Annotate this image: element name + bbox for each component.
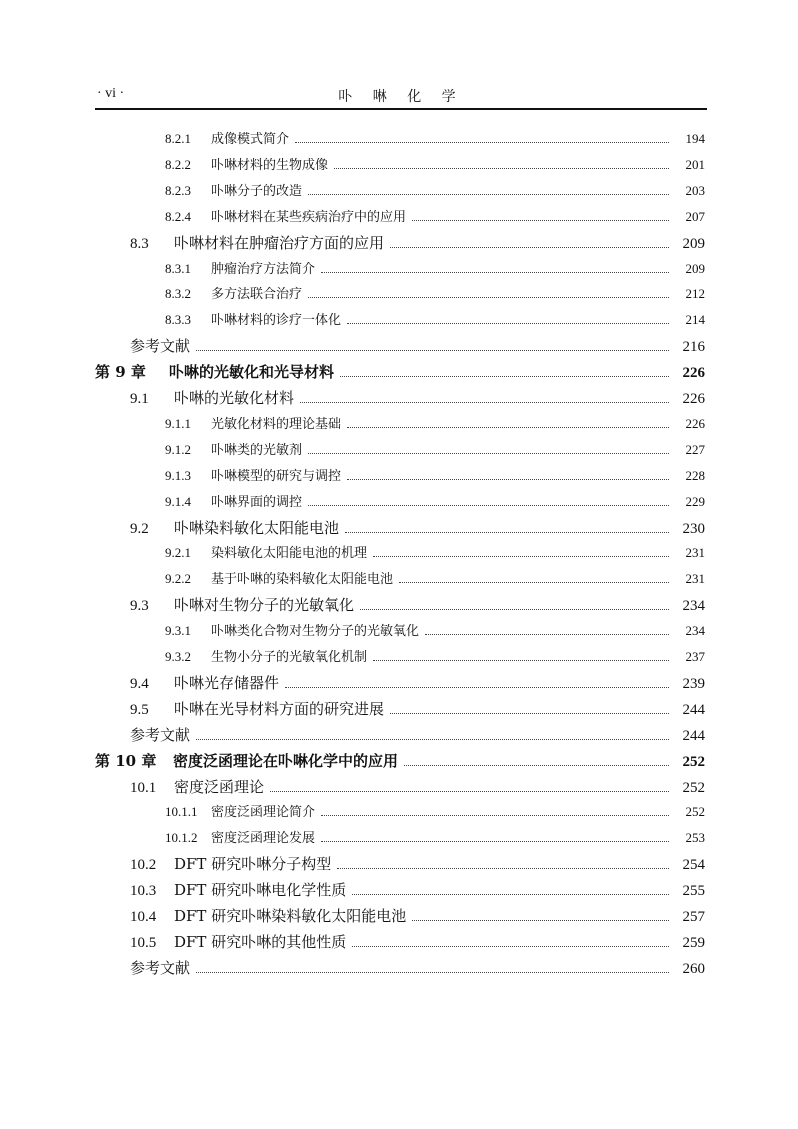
toc-entry-page: 207: [685, 208, 705, 224]
dot-leader: [334, 167, 669, 169]
toc-entry-title: 卟啉对生物分子的光敏氧化: [174, 596, 355, 615]
toc-entry-title: 基于卟啉的染料敏化太阳能电池: [211, 572, 394, 588]
toc-entry[interactable]: [165, 413, 705, 432]
toc-entry-page: 237: [685, 649, 705, 664]
toc-entry-number: 9.1.1: [165, 415, 191, 431]
toc-entry-page: 239: [682, 675, 705, 692]
toc-entry[interactable]: [95, 750, 705, 771]
toc-entry[interactable]: [130, 724, 705, 745]
toc-entry[interactable]: [130, 776, 705, 797]
toc-entry-number: 10.1.2: [165, 830, 198, 846]
toc-entry-title: 卟啉类化合物对生物分子的光敏氧化: [211, 624, 420, 640]
toc-entry[interactable]: [130, 594, 705, 615]
toc-entry-page: 254: [682, 857, 705, 874]
toc-entry-number: 8.3: [130, 235, 149, 252]
toc-entry-title: 卟啉界面的调控: [211, 494, 303, 510]
toc-entry-title: 参考文献: [130, 958, 191, 977]
dot-leader: [270, 790, 669, 792]
toc-entry-number: 10.3: [130, 883, 157, 900]
dot-leader: [285, 686, 669, 688]
toc-entry[interactable]: [130, 672, 705, 693]
dot-leader: [399, 581, 669, 583]
toc-entry-title: 多方法联合治疗: [211, 287, 303, 303]
toc-entry-number: 9.1.3: [165, 467, 191, 483]
toc-entry[interactable]: [165, 206, 705, 225]
toc-entry[interactable]: [130, 517, 705, 538]
toc-entry-title: 卟啉在光导材料方面的研究进展: [174, 699, 385, 718]
toc-entry-page: 252: [682, 779, 705, 796]
toc-entry-number: 第 9 章: [95, 363, 146, 382]
dot-leader: [390, 712, 669, 714]
toc-entry[interactable]: [165, 439, 705, 458]
toc-entry-number: 10.5: [130, 934, 157, 951]
toc-entry-title: DFT 研究卟啉电化学性质: [174, 881, 347, 900]
toc-entry-page: 229: [685, 493, 705, 509]
toc-entry-title: 卟啉材料的生物成像: [211, 157, 329, 173]
toc-entry-page: 227: [685, 441, 705, 457]
toc-entry[interactable]: [130, 387, 705, 408]
toc-entry[interactable]: [165, 801, 705, 820]
toc-entry-title: 卟啉模型的研究与调控: [211, 468, 342, 484]
dot-leader: [308, 452, 669, 454]
toc-entry[interactable]: [165, 620, 705, 639]
toc-entry[interactable]: [165, 491, 705, 510]
toc-entry[interactable]: [165, 465, 705, 484]
toc-entry[interactable]: [95, 361, 705, 382]
toc-entry-number: 9.2.2: [165, 571, 191, 587]
dot-leader: [412, 919, 669, 921]
page-number: · vi ·: [97, 86, 125, 101]
toc-entry[interactable]: [165, 154, 705, 173]
toc-entry-title: 卟啉材料在肿瘤治疗方面的应用: [174, 233, 385, 252]
toc-entry-page: 194: [685, 131, 705, 146]
toc-entry-page: 209: [682, 235, 705, 252]
toc-entry[interactable]: [130, 853, 705, 874]
toc-entry-page: 252: [682, 753, 705, 770]
toc-entry-title: 卟啉的光敏化和光导材料: [169, 363, 335, 382]
dot-leader: [373, 659, 669, 661]
toc-entry-number: 8.2.1: [165, 131, 191, 146]
toc-entry-title: 肿瘤治疗方法简介: [211, 261, 316, 277]
toc-entry[interactable]: [130, 905, 705, 926]
toc-entry-title: 密度泛函理论在卟啉化学中的应用: [173, 751, 399, 770]
toc-entry-number: 8.2.2: [165, 156, 191, 172]
toc-entry-page: 226: [682, 391, 705, 407]
toc-entry-page: 259: [682, 934, 705, 951]
toc-entry-page: 230: [682, 520, 705, 537]
dot-leader: [321, 814, 669, 816]
toc-entry[interactable]: [165, 568, 705, 587]
dot-leader: [347, 478, 669, 480]
toc-entry-number: 8.2.4: [165, 208, 191, 224]
toc-entry-title: 卟啉光存储器件: [174, 673, 280, 692]
toc-entry-title: 染料敏化太阳能电池的机理: [211, 546, 368, 562]
dot-leader: [404, 764, 669, 766]
dot-leader: [196, 349, 669, 351]
dot-leader: [373, 555, 669, 557]
toc-entry-page: 257: [682, 909, 705, 925]
toc-entry-number: 8.3.1: [165, 260, 191, 276]
toc-entry-number: 9.3.2: [165, 649, 191, 664]
dot-leader: [308, 504, 669, 506]
toc-entry-page: 234: [685, 623, 705, 639]
dot-leader: [347, 322, 669, 324]
toc-entry-number: 10.1.1: [165, 804, 198, 820]
toc-entry-title: 参考文献: [130, 725, 191, 744]
toc-entry-title: DFT 研究卟啉的其他性质: [174, 932, 347, 951]
toc-entry-page: 226: [682, 365, 705, 382]
toc-entry-number: 第 10 章: [95, 751, 157, 770]
toc-entry-number: 10.1: [130, 779, 157, 796]
toc-entry-page: 244: [682, 701, 705, 718]
book-title: 卟 啉 化 学: [338, 89, 464, 105]
dot-leader: [308, 193, 669, 195]
dot-leader: [390, 246, 669, 248]
toc-entry-page: 226: [685, 415, 705, 431]
toc-entry-title: 生物小分子的光敏氧化机制: [211, 650, 368, 665]
toc-entry-page: 231: [685, 545, 705, 561]
dot-leader: [337, 867, 669, 869]
toc-entry-number: 9.1.2: [165, 441, 191, 457]
toc-entry-title: 卟啉分子的改造: [211, 183, 303, 199]
dot-leader: [196, 738, 669, 740]
toc-entry-page: 203: [685, 182, 705, 198]
toc-entry[interactable]: [165, 827, 705, 846]
toc-entry-page: 214: [685, 312, 705, 328]
toc-entry-title: 卟啉材料在某些疾病治疗中的应用: [211, 209, 407, 225]
toc-entry[interactable]: [130, 232, 705, 253]
toc-entry[interactable]: [130, 698, 705, 719]
toc-entry[interactable]: [165, 258, 705, 277]
toc-entry-page: 234: [682, 598, 705, 615]
toc-entry-page: 260: [682, 960, 705, 977]
dot-leader: [352, 945, 669, 947]
dot-leader: [295, 141, 669, 143]
toc-entry-page: 212: [685, 286, 705, 302]
toc-entry-page: 209: [685, 260, 705, 276]
toc-entry-number: 9.3.1: [165, 623, 191, 639]
toc-entry-title: 密度泛函理论发展: [211, 831, 316, 847]
toc-entry-title: 卟啉类的光敏剂: [211, 442, 303, 458]
toc-entry-page: 252: [685, 804, 705, 820]
toc-entry-title: 卟啉染料敏化太阳能电池: [174, 518, 340, 537]
toc-entry[interactable]: [165, 646, 705, 665]
dot-leader: [340, 375, 669, 377]
toc-entry-title: 成像模式简介: [211, 132, 290, 147]
toc-entry[interactable]: [165, 542, 705, 561]
toc-entry[interactable]: [130, 335, 705, 356]
toc-entry[interactable]: [130, 957, 705, 978]
toc-entry-title: 密度泛函理论简介: [211, 805, 316, 821]
dot-leader: [352, 893, 669, 895]
toc-entry[interactable]: [165, 180, 705, 199]
dot-leader: [300, 401, 669, 403]
dot-leader: [308, 296, 669, 298]
dot-leader: [360, 608, 669, 610]
toc-entry-number: 8.2.3: [165, 182, 191, 198]
toc-entry-page: 228: [685, 467, 705, 483]
dot-leader: [412, 219, 669, 221]
toc-entry-number: 9.3: [130, 598, 149, 615]
toc-entry-number: 9.5: [130, 701, 149, 718]
toc-entry-number: 8.3.2: [165, 286, 191, 302]
toc-entry-number: 9.2.1: [165, 545, 191, 561]
toc-entry-number: 10.2: [130, 857, 157, 874]
toc-entry-page: 253: [685, 830, 705, 846]
dot-leader: [196, 971, 669, 973]
dot-leader: [321, 271, 669, 273]
toc-entry-number: 9.1.4: [165, 493, 191, 509]
toc-entry-title: DFT 研究卟啉染料敏化太阳能电池: [174, 907, 407, 925]
toc-entry-title: 光敏化材料的理论基础: [211, 416, 342, 432]
toc-entry-title: DFT 研究卟啉分子构型: [174, 855, 332, 874]
toc-entry-number: 9.2: [130, 520, 149, 537]
toc-entry[interactable]: [130, 879, 705, 900]
toc-entry-title: 密度泛函理论: [174, 777, 265, 796]
toc-entry-page: 255: [682, 883, 705, 900]
toc-entry-page: 201: [685, 156, 705, 172]
dot-leader: [425, 633, 669, 635]
running-header: [95, 82, 707, 110]
dot-leader: [345, 531, 669, 533]
toc-entry-number: 8.3.3: [165, 312, 191, 328]
toc-entry-title: 卟啉材料的诊疗一体化: [211, 313, 342, 329]
toc-entry[interactable]: [165, 128, 705, 147]
toc-entry[interactable]: [130, 931, 705, 952]
toc-entry-page: 244: [682, 727, 705, 744]
toc-entry-page: 216: [682, 339, 705, 356]
dot-leader: [321, 840, 669, 842]
toc-entry-title: 卟啉的光敏化材料: [174, 389, 295, 407]
toc-entry-title: 参考文献: [130, 337, 191, 356]
toc-entry-page: 231: [685, 571, 705, 587]
toc-entry[interactable]: [165, 283, 705, 302]
dot-leader: [347, 426, 669, 428]
toc-entry-number: 9.4: [130, 675, 149, 692]
toc-entry-number: 10.4: [130, 909, 157, 925]
toc-entry-number: 9.1: [130, 391, 149, 407]
toc-entry[interactable]: [165, 309, 705, 328]
